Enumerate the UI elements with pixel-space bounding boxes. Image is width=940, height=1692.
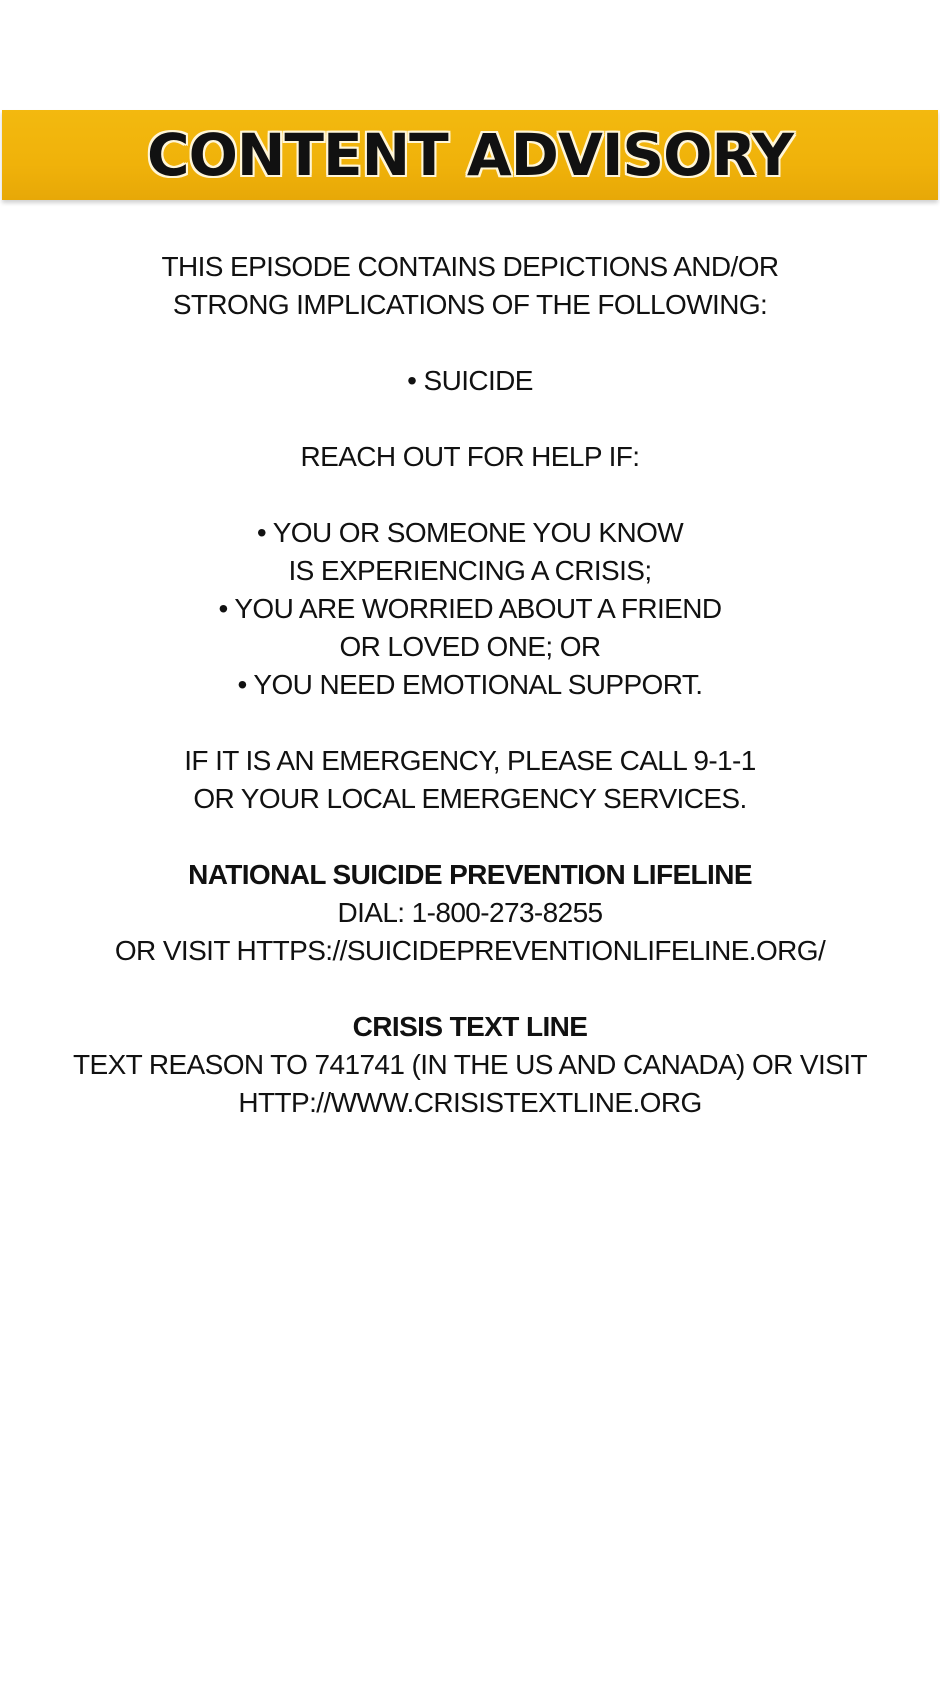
help-line: • YOU NEED EMOTIONAL SUPPORT. bbox=[237, 669, 703, 700]
help-line: • YOU OR SOMEONE YOU KNOW bbox=[256, 517, 684, 548]
crisis-text-title: CRISIS TEXT LINE bbox=[352, 1011, 588, 1042]
lifeline-url: OR VISIT HTTPS://SUICIDEPREVENTIONLIFELINE.ORG/ bbox=[114, 935, 826, 966]
help-line: OR LOVED ONE; OR bbox=[339, 631, 601, 662]
content-advisory-banner bbox=[2, 110, 938, 200]
spacer bbox=[0, 400, 940, 438]
emergency-line-1: IF IT IS AN EMERGENCY, PLEASE CALL 9-1-1 bbox=[184, 745, 756, 776]
help-line: IS EXPERIENCING A CRISIS; bbox=[288, 555, 652, 586]
help-line: • YOU ARE WORRIED ABOUT A FRIEND bbox=[218, 593, 722, 624]
banner-title: CONTENT ADVISORY bbox=[147, 121, 793, 189]
lifeline-phone: DIAL: 1-800-273-8255 bbox=[337, 897, 603, 928]
spacer bbox=[0, 970, 940, 1008]
emergency-line-2: OR YOUR LOCAL EMERGENCY SERVICES. bbox=[193, 783, 747, 814]
topic-item-suicide: • SUICIDE bbox=[407, 365, 533, 396]
intro-line-1: THIS EPISODE CONTAINS DEPICTIONS AND/OR bbox=[161, 251, 779, 282]
spacer bbox=[0, 818, 940, 856]
crisis-text-line-1: TEXT REASON TO 741741 (IN THE US AND CANADA) OR VISIT bbox=[73, 1049, 867, 1080]
intro-line-2: STRONG IMPLICATIONS OF THE FOLLOWING: bbox=[172, 289, 768, 320]
help-heading: REACH OUT FOR HELP IF: bbox=[300, 441, 640, 472]
lifeline-title: NATIONAL SUICIDE PREVENTION LIFELINE bbox=[188, 859, 752, 890]
advisory-content bbox=[0, 248, 940, 1122]
crisis-text-url: HTTP://WWW.CRISISTEXTLINE.ORG bbox=[238, 1087, 702, 1118]
spacer bbox=[0, 476, 940, 514]
spacer bbox=[0, 704, 940, 742]
spacer bbox=[0, 324, 940, 362]
